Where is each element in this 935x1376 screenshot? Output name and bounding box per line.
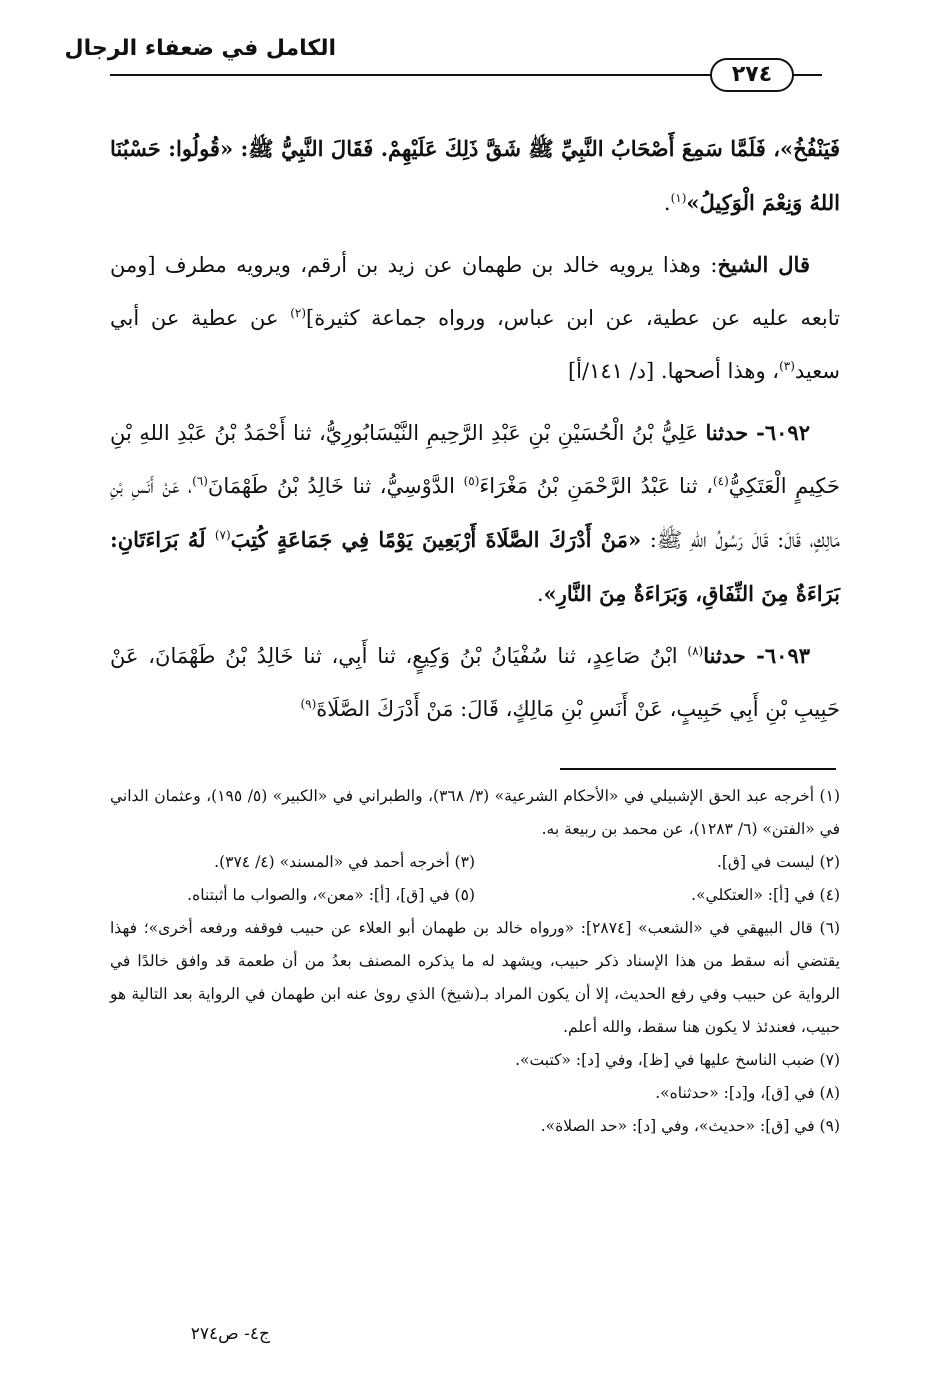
paragraph-shaykh-comment xyxy=(110,238,840,398)
isnad-text-b: ، ثنا عَبْدُ الرَّحْمَنِ بْنُ مَغْرَاءَ xyxy=(479,474,713,498)
hadith-number: ٦٠٩٢ xyxy=(764,420,810,445)
footnote-5: (٥) في [ق]، [أ]: «معن»، والصواب ما أثبتناه. xyxy=(187,886,475,904)
haddathana-lead: حدثنا xyxy=(703,643,746,668)
isnad-text: ابْنُ صَاعِدٍ، ثنا سُفْيَانُ بْنُ وَكِيعٍ، ثنا أَبِي، ثنا خَالِدُ بْنُ طَهْمَانَ، عَنْ حَبِيبِ بْنِ أَبِي حَبِيبٍ، عَنْ أَنَسِ بْنِ مَالِكٍ، قَالَ: مَنْ أَدْرَكَ الصَّلَاةَ xyxy=(110,644,840,721)
footnote-ref-1: (١) xyxy=(670,191,687,205)
paragraph-hadith-6092: ٦٠٩٢- حدثنا عَلِيُّ بْنُ الْحُسَيْنِ بْنِ عَبْدِ الرَّحِيمِ النَّيْسَابُورِيُّ، ثنا أَحْمَدُ بْنُ عَبْدِ اللهِ بْنِ حَكِيمٍ الْعَتَكِيُّ$^{(٤)}$، ثنا عَبْدُ الرَّحْمَنِ بْنُ مَغْرَاءَ$^{(٥)}$ الدَّوْسِيُّ، ثنا خَالِدُ بْنُ طَهْمَانَ$^{(٦)}$، عَنْ أَنَسِ بْنِ مَالِكٍ، قَالَ: قَالَ رَسُولُ اللهِ ﷺ: «مَنْ أَدْرَكَ الصَّلَاةَ أَرْبَعِينَ يَوْمًا فِي جَمَاعَةٍ كُتِبَ$^{(٧)}$ لَهُ بَرَاءَتَانِ: بَرَاءَةٌ مِنَ النِّفَاقِ، وَبَرَاءَةٌ مِنَ النَّارِ». xyxy=(110,420,841,606)
footnotes xyxy=(110,780,840,1143)
quote-text: فَيَنْفُخُ»، فَلَمَّا سَمِعَ أَصْحَابُ النَّبِيِّ ﷺ شَقَّ ذَلِكَ عَلَيْهِمْ. فَقَالَ النَّبِيُّ ﷺ: «قُولُوا: حَسْبُنَا اللهُ وَنِعْمَ الْوَكِيلُ» xyxy=(110,136,840,215)
haddathana-lead: حدثنا xyxy=(705,420,749,445)
footnote-ref-5: (٥) xyxy=(463,474,480,488)
footnote-ref-7: (٧) xyxy=(214,528,231,542)
paragraph-hadith-6093: ٦٠٩٣- حدثنا$^{(٨)}$ ابْنُ صَاعِدٍ، ثنا سُفْيَانُ بْنُ وَكِيعٍ، ثنا أَبِي، ثنا خَالِدُ بْنُ طَهْمَانَ، عَنْ حَبِيبِ بْنِ أَبِي حَبِيبٍ، عَنْ أَنَسِ بْنِ مَالِكٍ، قَالَ: مَنْ أَدْرَكَ الصَّلَاةَ$^{(٩)}$ xyxy=(110,643,840,721)
footnote-ref-4: (٤) xyxy=(712,474,729,488)
page-number-badge: ٢٧٤ xyxy=(710,58,794,92)
footnote-4: (٤) في [أ]: «العتكلي». xyxy=(691,886,840,904)
footnote-9: (٩) في [ق]: «حديث»، وفي [د]: «حد الصلاة». xyxy=(540,1117,840,1135)
comment-text-c: ، وهذا أصحها. [د/ ١٤١/أ] xyxy=(567,359,780,383)
footnote-6: (٦) قال البيهقي في «الشعب» [٢٨٧٤]: «ورواه خالد بن طهمان أبو العلاء عن حبيب فوقفه ورفعه أخرى»؛ فهذا يقتضي أنه سقط من هذا الإسناد ذكر حبيب، ويشهد له ما يذكره المصنف بعدُ من أن طعمة قد وافق خالدًا في الرواية عن حبيب وفي رفع الحديث، إلا أن يكون المراد بـ(شيخ) الذي روىٰ عنه ابن طهمان في الرواية بعد التالية هو حبيب، فعندئذ لا يكون هنا سقط، والله أعلم. xyxy=(110,919,840,1036)
isnad-text-c: الدَّوْسِيُّ، ثنا خَالِدُ بْنُ طَهْمَانَ xyxy=(207,474,464,498)
main-text xyxy=(110,122,840,736)
running-header-title: الكامل في ضعفاء الرجال xyxy=(64,36,336,61)
matn-text-b: لَهُ بَرَاءَتَانِ: بَرَاءَةٌ مِنَ النِّفَاقِ، وَبَرَاءَةٌ مِنَ النَّارِ» xyxy=(110,527,840,606)
footnote-2: (٢) ليست في [ق]. xyxy=(716,853,840,871)
footnote-7: (٧) ضبب الناسخ عليها في [ظ]، وفي [د]: «كتبت». xyxy=(515,1051,840,1069)
footnote-row-2-3 xyxy=(110,846,840,879)
footnote-3: (٣) أخرجه أحمد في «المسند» (٤/ ٣٧٤). xyxy=(214,853,475,871)
footnote-ref-9: (٩) xyxy=(300,697,317,711)
hadith-number: ٦٠٩٣ xyxy=(764,643,811,668)
footnote-1: (١) أخرجه عبد الحق الإشبيلي في «الأحكام الشرعية» (٣/ ٣٦٨)، والطبراني في «الكبير» (٥/ ١٩٥)، وعثمان الداني في «الفتن» (٦/ ١٢٨٣)، عن محمد بن ربيعة به. xyxy=(110,787,840,838)
comment-text-a: : وهذا يرويه خالد بن طهمان عن زيد بن أرقم، ويرويه مطرف [ومن تابعه عليه عن عطية، عن ابن عباس، ورواه جماعة كثيرة] xyxy=(110,253,840,330)
comment-text-b: عن عطية عن أبي سعيد xyxy=(110,306,840,383)
period: . xyxy=(536,582,544,606)
footnote-ref-8: (٨) xyxy=(687,644,704,658)
paragraph-hadith-end xyxy=(110,122,840,230)
matn-text-a: «مَنْ أَدْرَكَ الصَّلَاةَ أَرْبَعِينَ يَوْمًا فِي جَمَاعَةٍ كُتِبَ xyxy=(230,527,642,552)
footnote-8: (٨) في [ق]، و[د]: «حدثناه». xyxy=(655,1084,840,1102)
footnote-ref-3: (٣) xyxy=(779,359,795,373)
footnote-separator xyxy=(560,768,836,770)
footnote-row-4-5 xyxy=(110,879,840,912)
shaykh-lead: قال الشيخ xyxy=(717,252,810,277)
volume-page-footer: ج٤- ص٢٧٤ xyxy=(190,1324,270,1344)
footnote-ref-2: (٢) xyxy=(290,306,307,320)
footnote-ref-6: (٦) xyxy=(192,474,208,488)
isnad-text-d: ، عَنْ أَنَسِ بْنِ مَالِكٍ، قَالَ: قَالَ رَسُولُ اللهِ ﷺ: xyxy=(110,474,840,552)
period: . xyxy=(663,191,671,215)
isnad-text-a: عَلِيُّ بْنُ الْحُسَيْنِ بْنِ عَبْدِ الرَّحِيمِ النَّيْسَابُورِيُّ، ثنا أَحْمَدُ بْنُ عَبْدِ اللهِ بْنِ حَكِيمٍ الْعَتَكِيُّ xyxy=(110,421,841,498)
